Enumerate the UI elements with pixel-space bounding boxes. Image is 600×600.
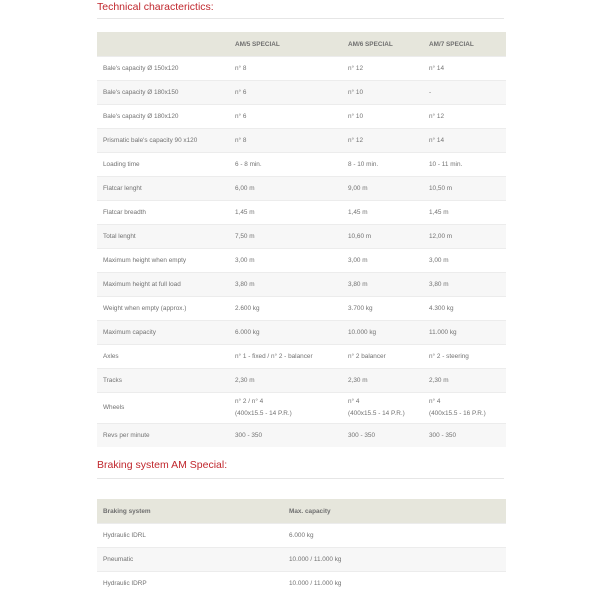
tech-row-label: Axles <box>97 345 229 369</box>
tech-cell: 6,00 m <box>229 177 342 201</box>
tech-row <box>97 369 506 393</box>
tech-row <box>97 129 506 153</box>
tech-cell: 3,00 m <box>229 249 342 273</box>
tech-cell: n° 1 - fixed / n° 2 - balancer <box>229 345 342 369</box>
tech-row-label: Prismatic bale's capacity 90 x120 <box>97 129 229 153</box>
tech-cell: 10,50 m <box>423 177 506 201</box>
tech-cell: n° 8 <box>229 129 342 153</box>
brake-cell: 10.000 / 11.000 kg <box>283 572 506 596</box>
tech-cell: 300 - 350 <box>342 424 423 448</box>
brake-cell: 6.000 kg <box>283 524 506 548</box>
brake-title-divider <box>97 478 504 479</box>
brake-row-label: Pneumatic <box>97 548 283 572</box>
tech-cell: n° 2 - steering <box>423 345 506 369</box>
tech-cell: n° 4 (400x15.5 - 16 P.R.) <box>423 393 506 424</box>
tech-cell: n° 8 <box>229 57 342 81</box>
tech-row <box>97 249 506 273</box>
tech-cell: 2,30 m <box>229 369 342 393</box>
tech-row <box>97 153 506 177</box>
brake-cell: 10.000 / 11.000 kg <box>283 548 506 572</box>
brake-row <box>97 572 506 596</box>
tech-header-row <box>97 32 506 57</box>
tech-cell: 1,45 m <box>229 201 342 225</box>
brake-row-label: Hydraulic IDRP <box>97 572 283 596</box>
tech-header-cell: AM/7 SPECIAL <box>423 32 506 57</box>
tech-cell: n° 10 <box>342 81 423 105</box>
tech-cell: 2,30 m <box>423 369 506 393</box>
tech-row-label: Bale's capacity Ø 150x120 <box>97 57 229 81</box>
tech-cell: 3,80 m <box>229 273 342 297</box>
tech-header-cell <box>97 32 229 57</box>
tech-cell: 11.000 kg <box>423 321 506 345</box>
tech-row <box>97 81 506 105</box>
tech-row-label: Revs per minute <box>97 424 229 448</box>
brake-header-cell: Braking system <box>97 499 283 524</box>
tech-row-label: Flatcar breadth <box>97 201 229 225</box>
tech-cell: 2,30 m <box>342 369 423 393</box>
tech-header-cell: AM/5 SPECIAL <box>229 32 342 57</box>
tech-header-cell: AM/6 SPECIAL <box>342 32 423 57</box>
tech-cell: 2.600 kg <box>229 297 342 321</box>
tech-cell: n° 12 <box>342 57 423 81</box>
tech-cell: 3.700 kg <box>342 297 423 321</box>
tech-row-label: Maximum capacity <box>97 321 229 345</box>
brake-row <box>97 548 506 572</box>
brake-header-row <box>97 499 506 524</box>
tech-cell: n° 2 / n° 4 (400x15.5 - 14 P.R.) <box>229 393 342 424</box>
tech-cell: 300 - 350 <box>423 424 506 448</box>
tech-cell: 9,00 m <box>342 177 423 201</box>
tech-cell: n° 10 <box>342 105 423 129</box>
tech-row-label: Bale's capacity Ø 180x150 <box>97 81 229 105</box>
tech-row <box>97 273 506 297</box>
tech-cell: n° 14 <box>423 57 506 81</box>
tech-row <box>97 297 506 321</box>
tech-row <box>97 345 506 369</box>
tech-cell: n° 14 <box>423 129 506 153</box>
tech-cell: 10.000 kg <box>342 321 423 345</box>
tech-cell: n° 12 <box>423 105 506 129</box>
tech-cell: 1,45 m <box>342 201 423 225</box>
tech-row <box>97 225 506 249</box>
tech-row <box>97 201 506 225</box>
tech-row <box>97 393 506 424</box>
tech-cell: 10,60 m <box>342 225 423 249</box>
tech-row-label: Wheels <box>97 393 229 424</box>
tech-row-label: Flatcar lenght <box>97 177 229 201</box>
tech-row-label: Tracks <box>97 369 229 393</box>
tech-cell: n° 6 <box>229 105 342 129</box>
tech-cell: 7,50 m <box>229 225 342 249</box>
tech-title-divider <box>97 18 504 19</box>
tech-cell: - <box>423 81 506 105</box>
brake-section-title: Braking system AM Special: <box>97 459 228 471</box>
tech-row <box>97 57 506 81</box>
brake-row-label: Hydraulic IDRL <box>97 524 283 548</box>
tech-cell: n° 6 <box>229 81 342 105</box>
brake-header-cell: Max. capacity <box>283 499 506 524</box>
tech-cell: 3,80 m <box>423 273 506 297</box>
tech-row <box>97 424 506 448</box>
tech-section-title: Technical characterictics: <box>97 1 214 13</box>
tech-cell: 3,00 m <box>423 249 506 273</box>
tech-row-label: Loading time <box>97 153 229 177</box>
tech-row-label: Maximum height at full load <box>97 273 229 297</box>
tech-cell: 4.300 kg <box>423 297 506 321</box>
tech-cell: 8 - 10 min. <box>342 153 423 177</box>
tech-cell: 3,80 m <box>342 273 423 297</box>
tech-row <box>97 177 506 201</box>
tech-cell: 6.000 kg <box>229 321 342 345</box>
tech-cell: 3,00 m <box>342 249 423 273</box>
tech-row-label: Weight when empty (approx.) <box>97 297 229 321</box>
tech-row-label: Bale's capacity Ø 180x120 <box>97 105 229 129</box>
brake-row <box>97 524 506 548</box>
tech-cell: n° 2 balancer <box>342 345 423 369</box>
tech-cell: 300 - 350 <box>229 424 342 448</box>
tech-cell: 6 - 8 min. <box>229 153 342 177</box>
tech-row <box>97 105 506 129</box>
tech-row <box>97 321 506 345</box>
braking-system-table <box>97 499 506 595</box>
tech-row-label: Total lenght <box>97 225 229 249</box>
tech-specs-table <box>97 32 506 447</box>
tech-cell: n° 12 <box>342 129 423 153</box>
tech-cell: 1,45 m <box>423 201 506 225</box>
tech-cell: 10 - 11 min. <box>423 153 506 177</box>
tech-cell: 12,00 m <box>423 225 506 249</box>
tech-row-label: Maximum height when empty <box>97 249 229 273</box>
tech-cell: n° 4 (400x15.5 - 14 P.R.) <box>342 393 423 424</box>
